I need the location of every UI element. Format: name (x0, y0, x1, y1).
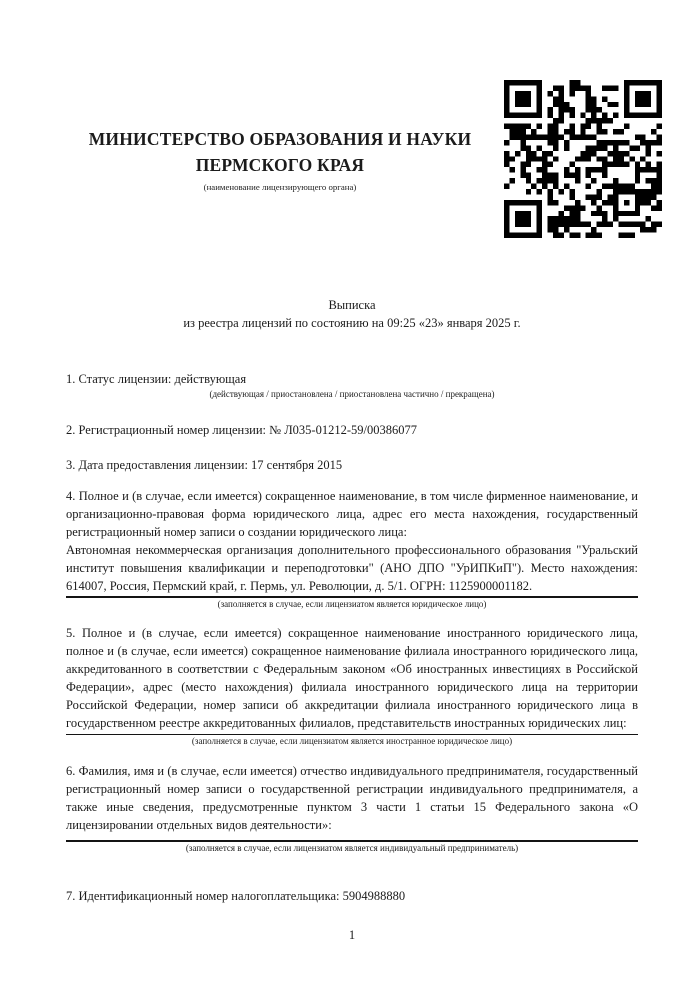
licensing-authority-block (66, 80, 494, 192)
ministry-name (66, 126, 494, 179)
document-body (66, 296, 638, 905)
foreign-entity-caption: (заполняется в случае, если лицензиатом является иностранное юридическое лицо) (191, 736, 513, 747)
license-status: 1. Статус лицензии: действующая (66, 372, 247, 386)
ministry-name-line2: ПЕРМСКОГО КРАЯ (195, 155, 365, 176)
document-header (66, 80, 662, 238)
legal-entity-caption: (заполняется в случае, если лицензиатом является юридическое лицо) (217, 598, 487, 609)
foreign-entity-label: 5. Полное и (в случае, если имеется) сокращенное наименование иностранного юридического лица, полное и (в случае, если имеется) сокращенное наименование филиала иностранного юридического лица, аккредитованного в соответствии с Федеральным законом «Об иностранных инвестициях в Российской Федерации», адрес (место нахождения) филиала иностранного юридического лица на территории Российской Федерации, номер записи об аккредитации филиала иностранного юридического лица в государственном реестре аккредитованных филиалов, представительств иностранных юридических лиц: (66, 625, 638, 730)
qr-code-icon (504, 80, 662, 238)
legal-entity-label: 4. Полное и (в случае, если имеется) сокращенное наименование, в том числе фирменное наименование, и организационно-правовая форма юридического лица, адрес его места нахождения, государственный регистрационный номер записи о создании юридического лица: (66, 489, 638, 539)
license-reg-number: 2. Регистрационный номер лицензии: № Л035-01212-59/00386077 (66, 423, 417, 437)
legal-entity-value: Автономная некоммерческая организация дополнительного профессионального образования "Уральский институт повышения квалификации и переподготовки" (АНО ДПО "УрИПКиП"). Место нахождения: 614007, Россия, Пермский край, г. Пермь, ул. Революции, д. 5/1. ОГРН: 1125900001182. (66, 543, 638, 593)
ministry-caption: (наименование лицензирующего органа) (203, 181, 357, 192)
extract-subtitle: из реестра лицензий по состоянию на 09:25 «23» января 2025 г. (183, 316, 521, 330)
license-status-options-caption: (действующая / приостановлена / приостановлена частично / прекращена) (209, 389, 495, 399)
ministry-name-line1: МИНИСТЕРСТВО ОБРАЗОВАНИЯ И НАУКИ (88, 129, 472, 149)
taxpayer-inn: 7. Идентификационный номер налогоплательщика: 5904988880 (66, 889, 406, 904)
license-grant-date: 3. Дата предоставления лицензии: 17 сентября 2015 (66, 458, 343, 472)
entrepreneur-label: 6. Фамилия, имя и (в случае, если имеется) отчество индивидуального предпринимателя, государственный регистрационный номер записи о государственной регистрации индивидуального предпринимателя, а также иные сведения, предусмотренные пунктом 3 части 1 статьи 15 Федерального закона «О лицензировании отдельных видов деятельности»: (66, 764, 638, 833)
entrepreneur-caption: (заполняется в случае, если лицензиатом является индивидуальный предприниматель) (185, 843, 519, 854)
page-number: 1 (348, 928, 356, 942)
extract-title: Выписка (328, 298, 376, 312)
